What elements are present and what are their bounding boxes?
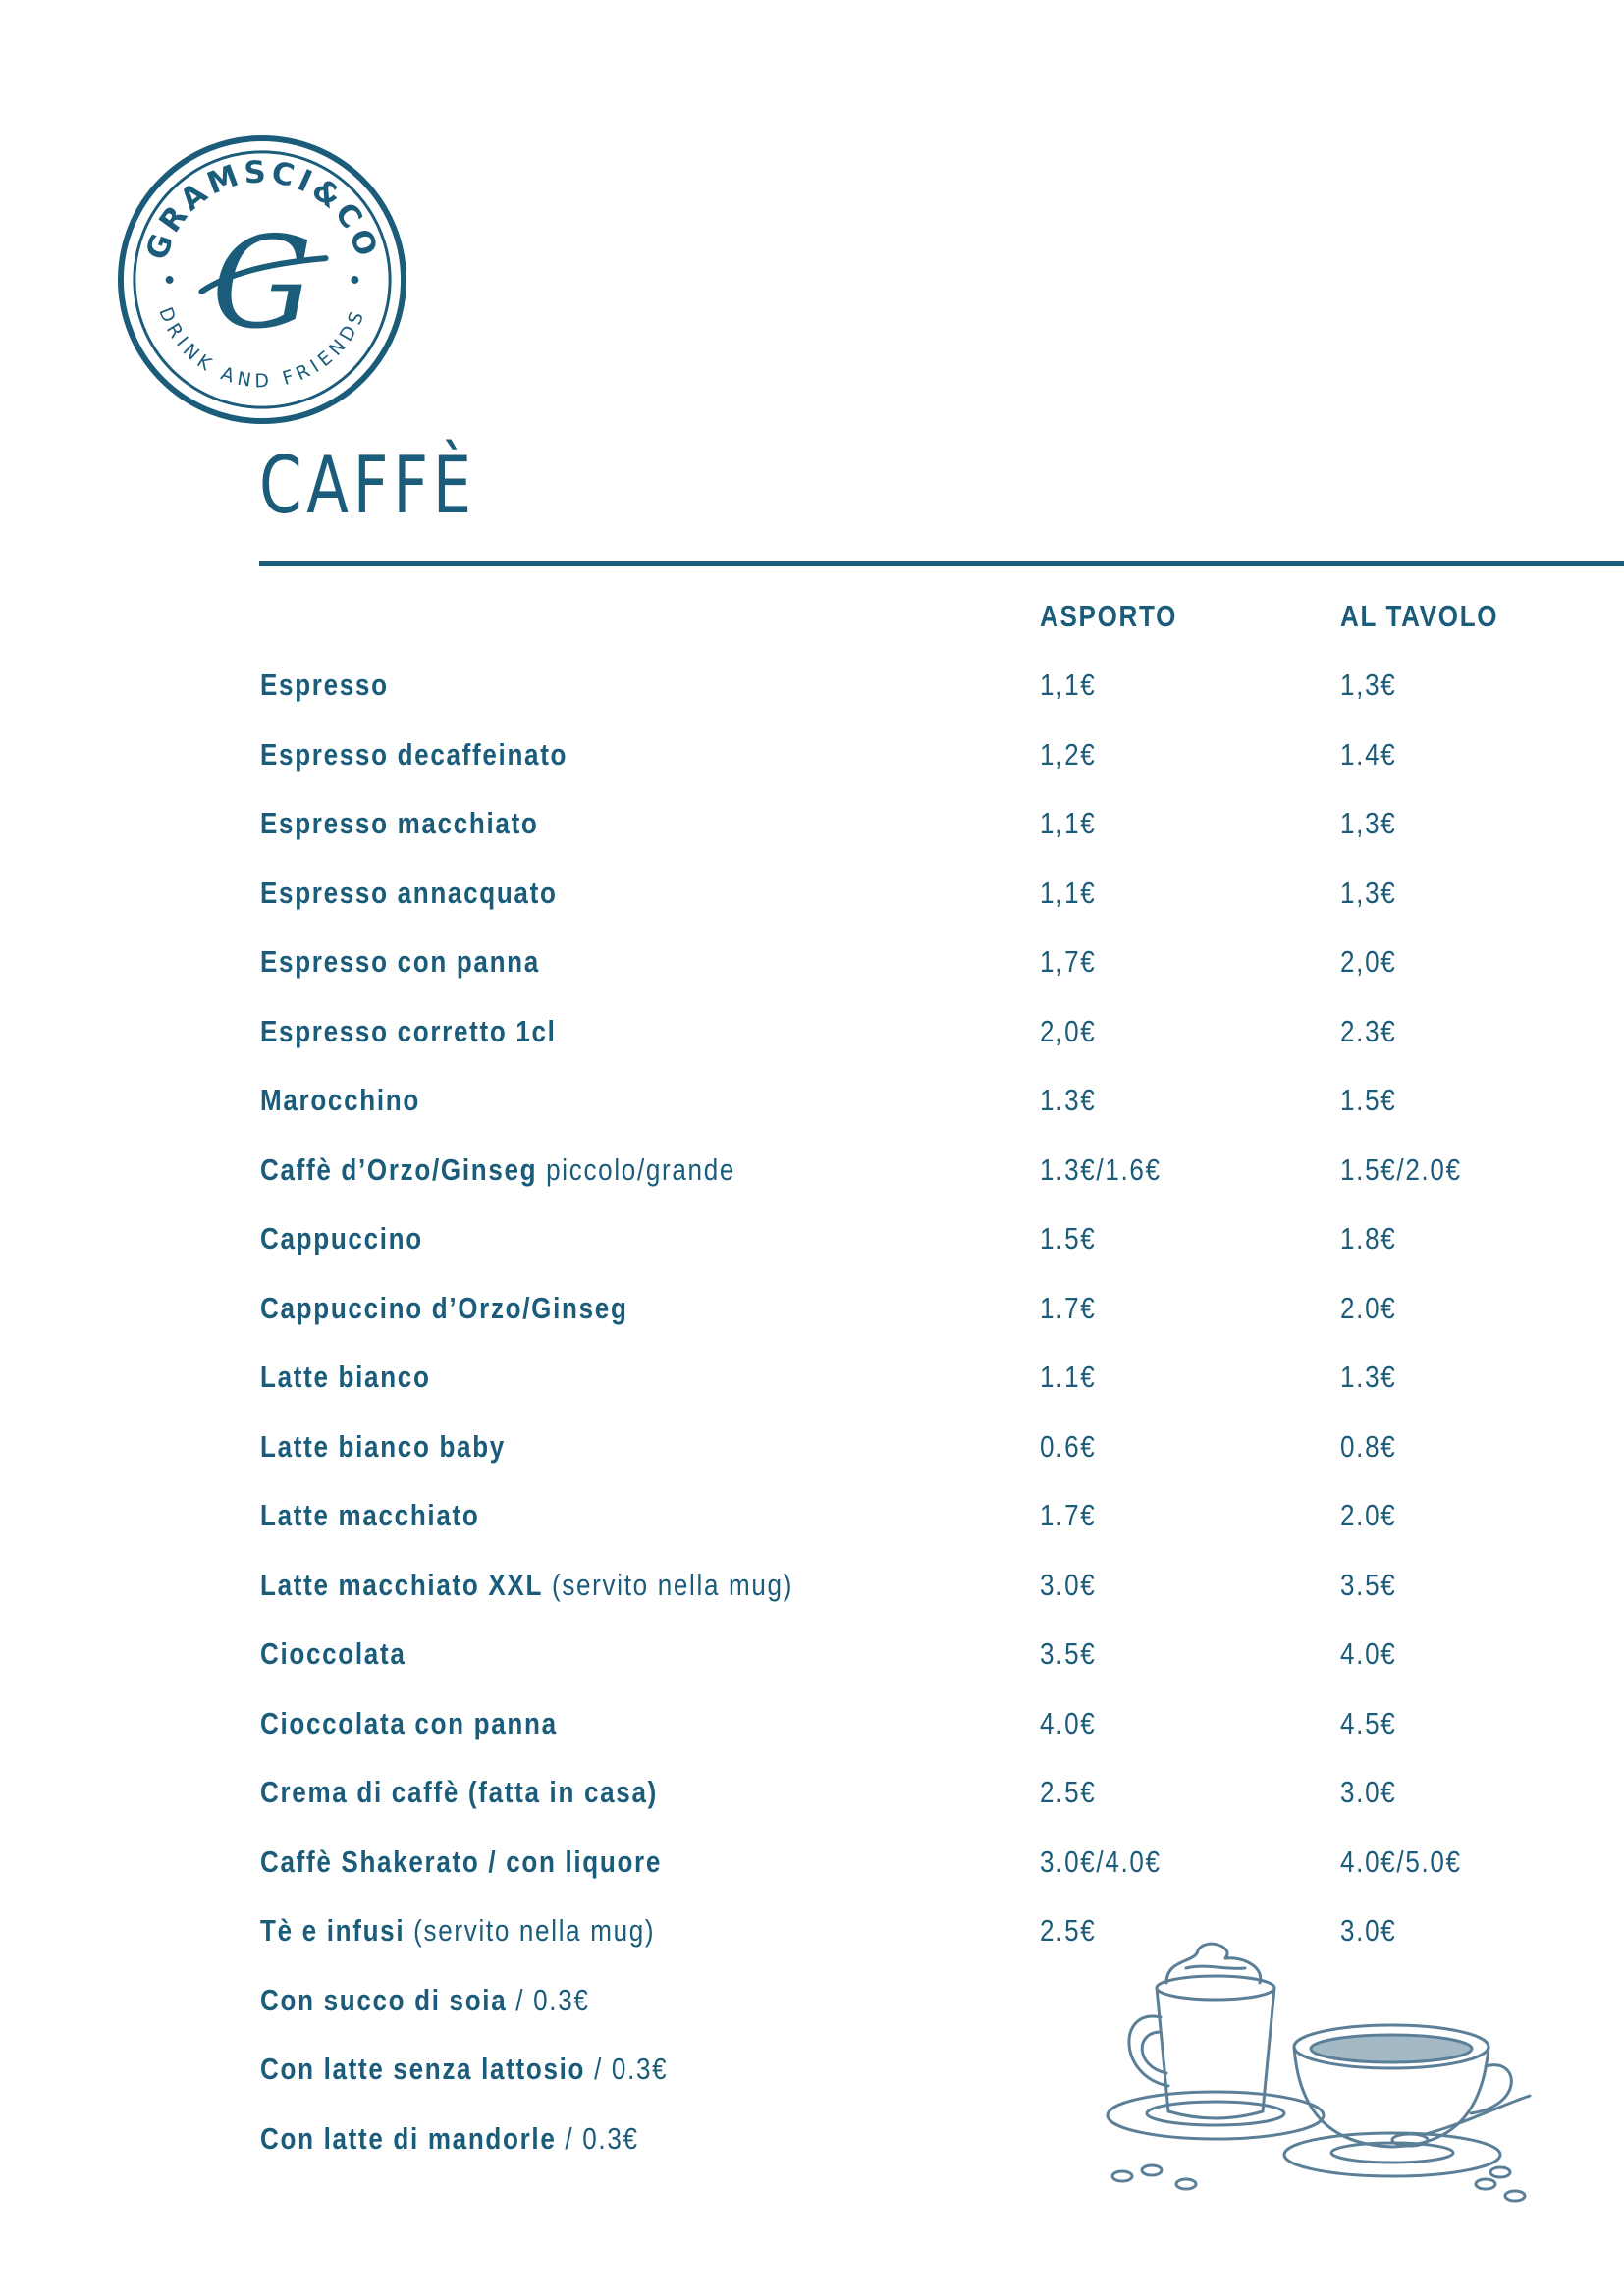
menu-item-name: Espresso con panna — [260, 944, 540, 979]
menu-item — [260, 1014, 557, 1049]
price-asporto: 3.5€ — [1040, 1636, 1097, 1671]
menu-item-name: Espresso macchiato — [260, 806, 539, 840]
menu-item-name: Marocchino — [260, 1083, 420, 1117]
menu-item-name: Espresso corretto 1cl — [260, 1014, 557, 1048]
menu-item-name: Caffè Shakerato / con liquore — [260, 1844, 663, 1879]
menu-item — [260, 1429, 506, 1465]
price-asporto: 3.0€/4.0€ — [1040, 1844, 1162, 1879]
menu-item — [260, 737, 568, 773]
menu-item-note: (servito nella mug) — [543, 1568, 794, 1602]
svg-text:DRINK AND FRIENDS: DRINK AND FRIENDS — [154, 303, 370, 393]
menu-item — [260, 876, 558, 911]
menu-item — [260, 1360, 431, 1395]
column-header-asporto: ASPORTO — [1040, 599, 1178, 633]
menu-row — [0, 737, 1624, 796]
menu-row — [0, 876, 1624, 934]
price-asporto: 1.7€ — [1040, 1498, 1097, 1532]
menu-item — [260, 1983, 590, 2018]
menu-row — [0, 1360, 1624, 1418]
menu-item-name: Espresso — [260, 667, 389, 702]
price-asporto: 4.0€ — [1040, 1706, 1097, 1740]
menu-row — [0, 1844, 1624, 1903]
menu-item-name: Espresso annacquato — [260, 876, 558, 910]
menu-item — [260, 1913, 655, 1949]
menu-item-note: piccolo/grande — [537, 1152, 736, 1187]
menu-item — [260, 806, 539, 841]
menu-item — [260, 2121, 639, 2157]
price-asporto: 1,1€ — [1040, 806, 1097, 840]
price-al-tavolo: 0.8€ — [1340, 1429, 1397, 1464]
coffee-cups-illustration-icon — [1098, 1939, 1540, 2214]
price-al-tavolo: 2.0€ — [1340, 1291, 1397, 1325]
menu-row — [0, 944, 1624, 1003]
menu-item-name: Con latte senza lattosio — [260, 2052, 586, 2086]
menu-item — [260, 1221, 423, 1256]
menu-item-note: / 0.3€ — [556, 2121, 639, 2156]
menu-item-name: Con latte di mandorle — [260, 2121, 557, 2156]
menu-item-name: Latte macchiato XXL — [260, 1568, 544, 1602]
menu-item — [260, 1568, 793, 1603]
menu-item — [260, 667, 389, 703]
menu-row — [0, 1429, 1624, 1488]
price-al-tavolo: 2.3€ — [1340, 1014, 1397, 1048]
price-asporto: 1,2€ — [1040, 737, 1097, 772]
price-al-tavolo: 1.5€ — [1340, 1083, 1397, 1117]
svg-text:GRAMSCI&CO: GRAMSCI&CO — [138, 154, 386, 265]
menu-row — [0, 1498, 1624, 1557]
price-al-tavolo: 1,3€ — [1340, 876, 1397, 910]
price-al-tavolo: 1.8€ — [1340, 1221, 1397, 1255]
menu-item-name: Caffè d’Orzo/Ginseg — [260, 1152, 538, 1187]
menu-row — [0, 1152, 1624, 1211]
price-al-tavolo: 1,3€ — [1340, 806, 1397, 840]
menu-row — [0, 1775, 1624, 1834]
price-asporto: 2.5€ — [1040, 1775, 1097, 1809]
menu-row — [0, 667, 1624, 726]
menu-item — [260, 1291, 628, 1326]
menu-item-note: / 0.3€ — [585, 2052, 669, 2086]
menu-row — [0, 1014, 1624, 1073]
menu-item-name: Cappuccino d’Orzo/Ginseg — [260, 1291, 628, 1325]
menu-item — [260, 1775, 658, 1810]
menu-item — [260, 1844, 662, 1880]
menu-row — [0, 1291, 1624, 1350]
price-asporto: 1,1€ — [1040, 876, 1097, 910]
price-al-tavolo: 1.4€ — [1340, 737, 1397, 772]
title-divider — [259, 561, 1624, 566]
menu-item-name: Cioccolata con panna — [260, 1706, 558, 1740]
menu-item-name: Cioccolata — [260, 1636, 406, 1671]
price-asporto: 2.5€ — [1040, 1913, 1097, 1948]
price-al-tavolo: 3.5€ — [1340, 1568, 1397, 1602]
menu-row — [0, 1083, 1624, 1142]
menu-item — [260, 944, 540, 980]
price-al-tavolo: 3.0€ — [1340, 1913, 1397, 1948]
column-header-al-tavolo: AL TAVOLO — [1340, 599, 1499, 633]
price-al-tavolo: 2.0€ — [1340, 1498, 1397, 1532]
menu-item-name: Tè e infusi — [260, 1913, 406, 1948]
price-asporto: 3.0€ — [1040, 1568, 1097, 1602]
menu-row — [0, 1221, 1624, 1280]
menu-item-name: Latte macchiato — [260, 1498, 480, 1532]
menu-item — [260, 1083, 420, 1118]
menu-item-name: Latte bianco baby — [260, 1429, 506, 1464]
price-asporto: 1.7€ — [1040, 1291, 1097, 1325]
price-asporto: 1.1€ — [1040, 1360, 1097, 1394]
menu-item — [260, 2052, 668, 2087]
price-asporto: 2,0€ — [1040, 1014, 1097, 1048]
gramsci-logo-icon — [116, 133, 408, 426]
menu-row — [0, 1636, 1624, 1695]
menu-item-name: Con succo di soia — [260, 1983, 508, 2017]
price-asporto: 0.6€ — [1040, 1429, 1097, 1464]
price-al-tavolo: 1.5€/2.0€ — [1340, 1152, 1462, 1187]
price-al-tavolo: 4.0€ — [1340, 1636, 1397, 1671]
menu-item-note: / 0.3€ — [507, 1983, 590, 2017]
price-asporto: 1.3€/1.6€ — [1040, 1152, 1162, 1187]
menu-item-name: Cappuccino — [260, 1221, 423, 1255]
price-al-tavolo: 2,0€ — [1340, 944, 1397, 979]
menu-item — [260, 1152, 735, 1188]
price-asporto: 1.3€ — [1040, 1083, 1097, 1117]
price-asporto: 1,7€ — [1040, 944, 1097, 979]
menu-row — [0, 1706, 1624, 1765]
menu-item — [260, 1498, 479, 1533]
svg-text:G: G — [211, 209, 313, 357]
menu-item-note: (servito nella mug) — [405, 1913, 656, 1948]
price-al-tavolo: 4.0€/5.0€ — [1340, 1844, 1462, 1879]
price-al-tavolo: 1,3€ — [1340, 667, 1397, 702]
page-title: CAFFÈ — [259, 440, 476, 531]
menu-item-name: Latte bianco — [260, 1360, 431, 1394]
price-al-tavolo: 3.0€ — [1340, 1775, 1397, 1809]
price-al-tavolo: 4.5€ — [1340, 1706, 1397, 1740]
menu-item-name: Espresso decaffeinato — [260, 737, 568, 772]
price-asporto: 1,1€ — [1040, 667, 1097, 702]
menu-item-name: Crema di caffè (fatta in casa) — [260, 1775, 658, 1809]
menu-item — [260, 1636, 406, 1672]
price-asporto: 1.5€ — [1040, 1221, 1097, 1255]
menu-row — [0, 1568, 1624, 1627]
menu-item — [260, 1706, 558, 1741]
menu-row — [0, 806, 1624, 865]
price-al-tavolo: 1.3€ — [1340, 1360, 1397, 1394]
